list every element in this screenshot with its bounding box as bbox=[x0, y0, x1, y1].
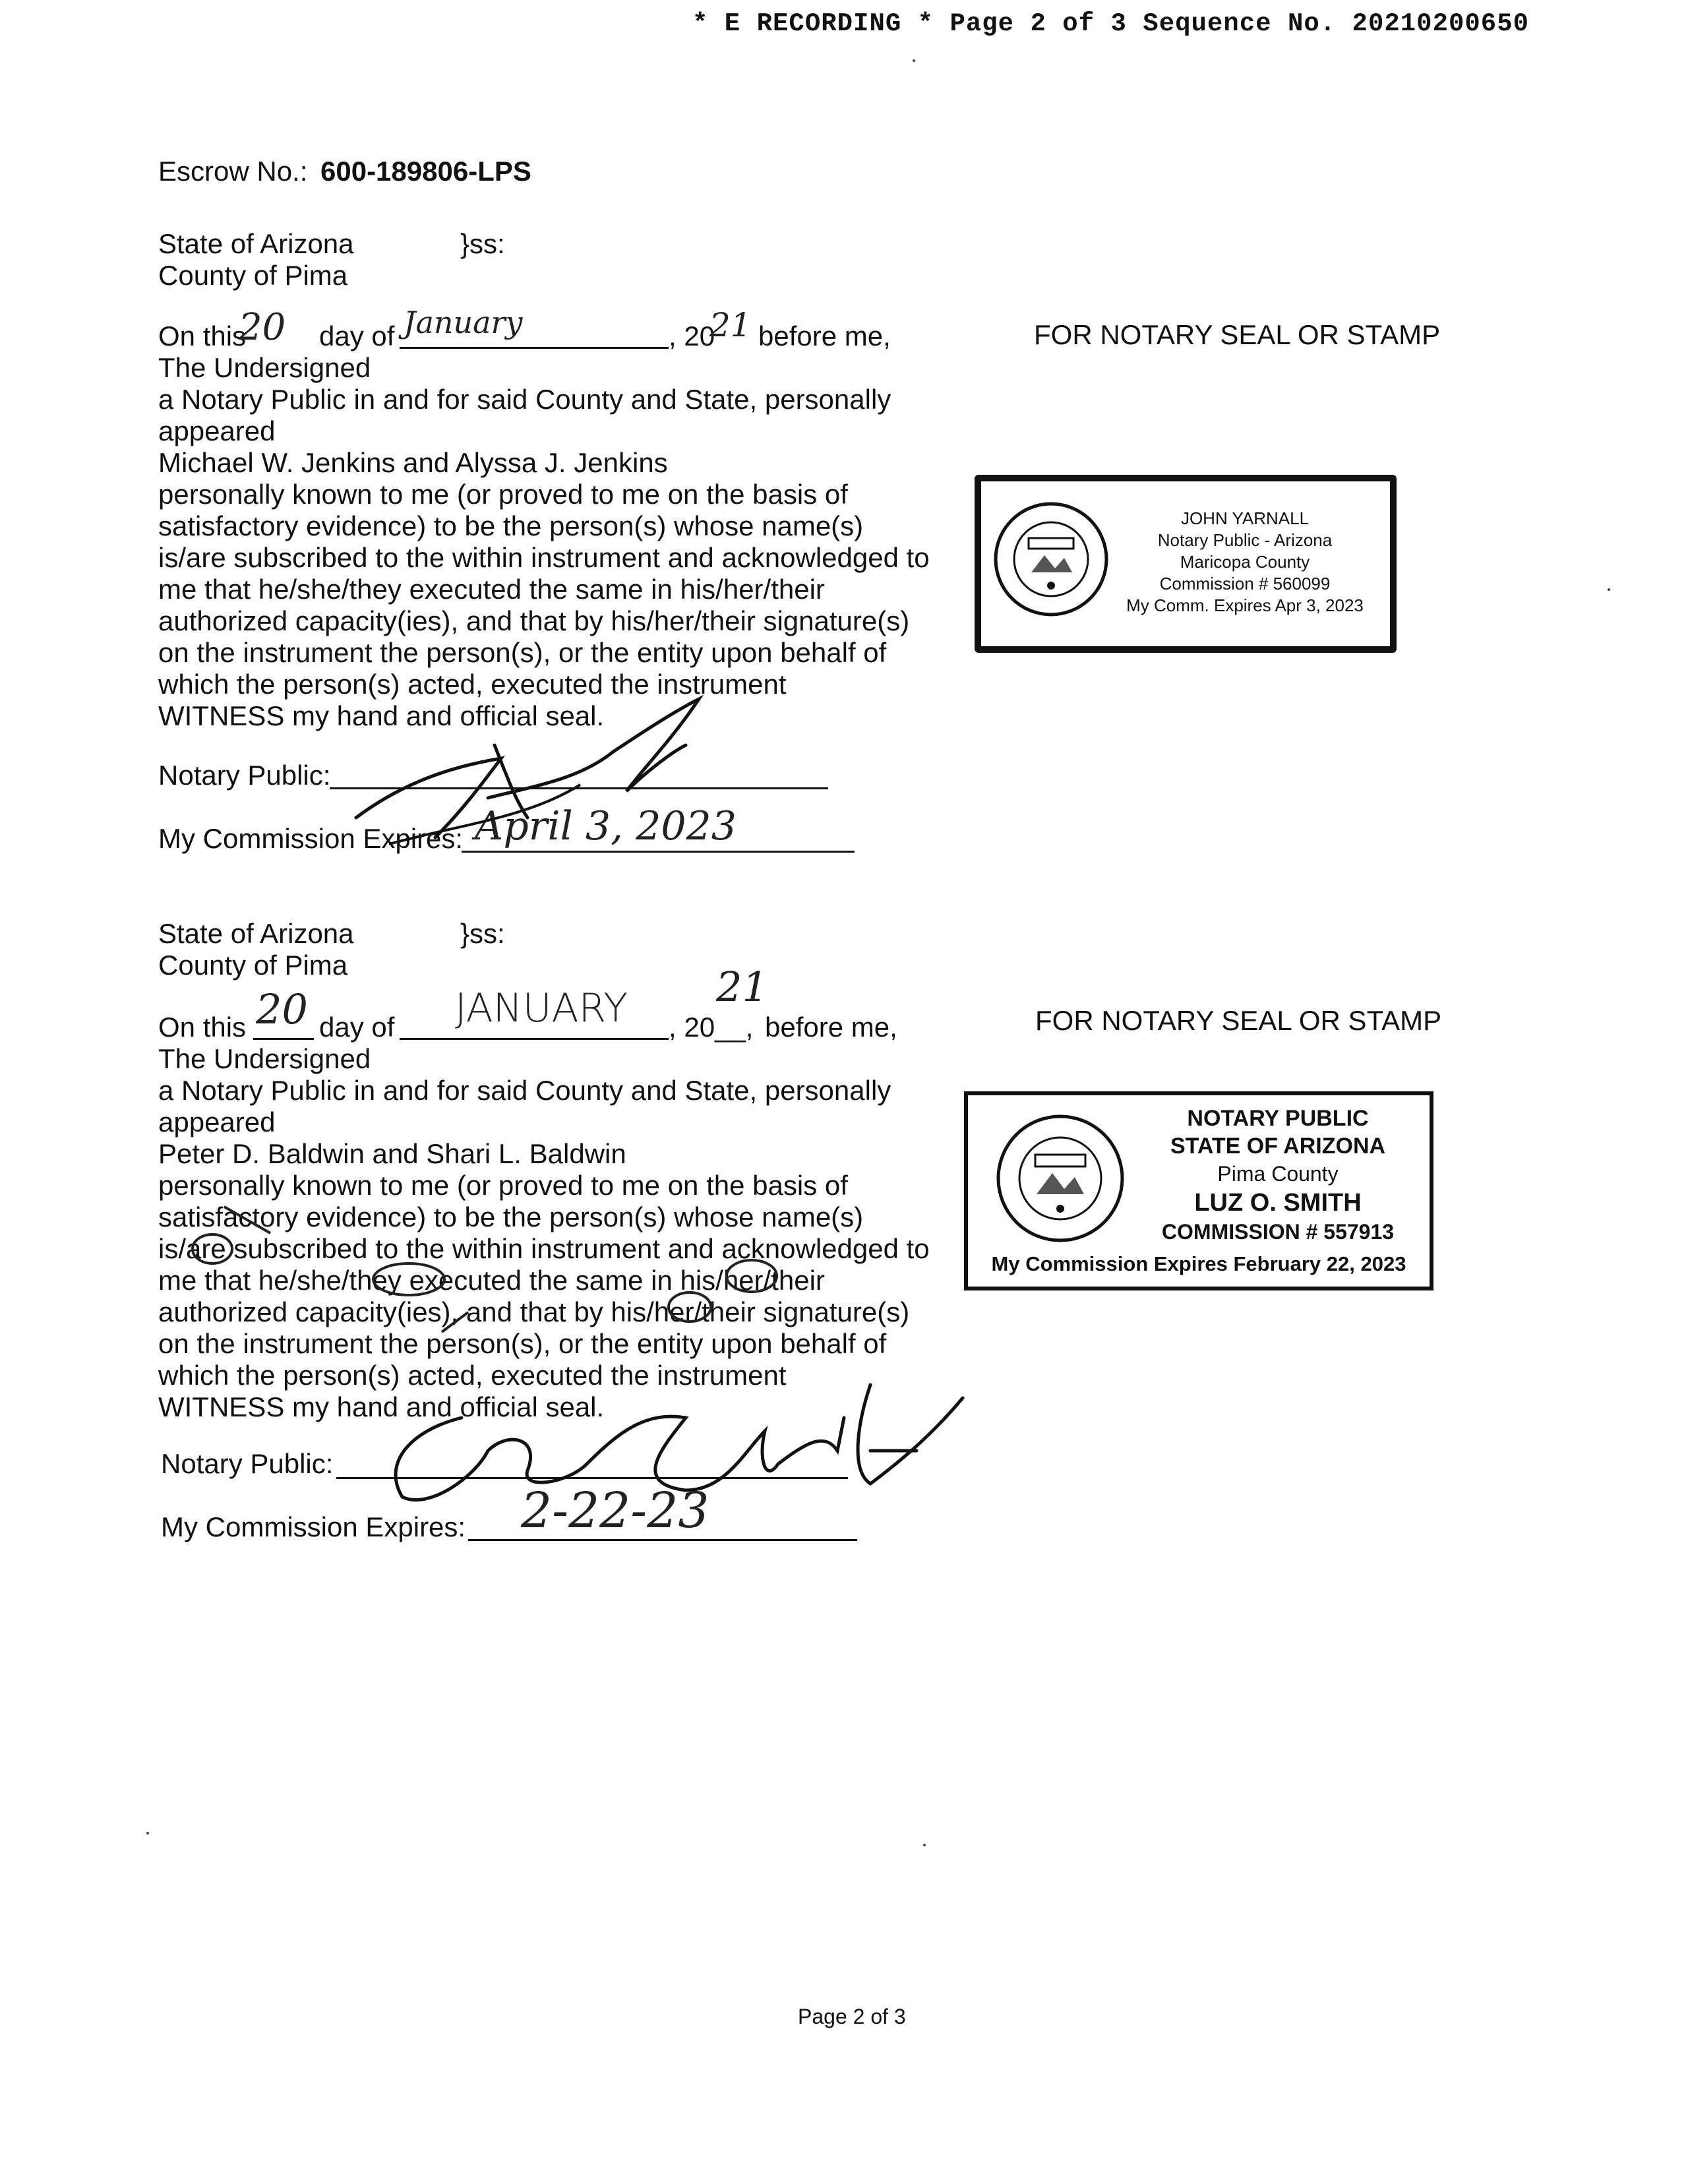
block1-year-prefix: , 20 bbox=[669, 320, 715, 351]
block1-names: Michael W. Jenkins and Alyssa J. Jenkins bbox=[158, 447, 668, 478]
block1-stamp-text bbox=[1113, 508, 1377, 617]
block1-before-me: before me, bbox=[758, 320, 891, 351]
block1-notary-signature bbox=[330, 686, 725, 857]
block1-body-line: authorized capacity(ies), and that by his/her/their signature(s) bbox=[158, 605, 910, 636]
block1-month-line bbox=[400, 347, 669, 349]
block2-notary-public-label: Notary Public: bbox=[161, 1448, 334, 1479]
block2-body-line: authorized capacity(ies), and that by his/her/their signature(s) bbox=[158, 1296, 910, 1327]
block2-on-this: On this bbox=[158, 1012, 247, 1043]
escrow-label: Escrow No.: bbox=[158, 156, 308, 187]
block2-notary-signature bbox=[369, 1372, 976, 1517]
recording-header: * E RECORDING * Page 2 of 3 Sequence No. 20210200650 bbox=[692, 9, 1529, 38]
stamp-line: Commission # 560099 bbox=[1159, 574, 1331, 593]
block1-ss: }ss: bbox=[460, 228, 505, 259]
block2-state: State of Arizona bbox=[158, 918, 354, 949]
block2-commission-line bbox=[468, 1539, 857, 1541]
block1-body-line: WITNESS my hand and official seal. bbox=[158, 700, 605, 731]
block1-day-of: day of bbox=[319, 320, 395, 351]
block1-commission-label: My Commission Expires: bbox=[158, 823, 464, 854]
block2-commission-label: My Commission Expires: bbox=[161, 1511, 466, 1542]
block2-county: County of Pima bbox=[158, 950, 348, 981]
scan-speck bbox=[146, 1832, 149, 1835]
block1-undersigned: The Undersigned bbox=[158, 352, 371, 383]
block2-circle-marks bbox=[158, 1187, 887, 1372]
block2-notary-stamp bbox=[964, 1091, 1433, 1290]
stamp-line: Pima County bbox=[1217, 1162, 1339, 1186]
block2-body-line: WITNESS my hand and official seal. bbox=[158, 1391, 605, 1422]
page-footer: Page 2 of 3 bbox=[798, 2005, 906, 2028]
block2-body-line: me that he/she/they executed the same in his/her/their bbox=[158, 1265, 825, 1296]
block2-undersigned: The Undersigned bbox=[158, 1043, 371, 1074]
block1-on-this: On this bbox=[158, 320, 247, 351]
block1-hand-month: January bbox=[404, 305, 523, 340]
block1-seal-label: FOR NOTARY SEAL OR STAMP bbox=[1034, 319, 1441, 350]
block2-hand-month: JANUARY bbox=[455, 985, 628, 1031]
scan-speck bbox=[913, 59, 915, 62]
block2-body-line: is/are subscribed to the within instrument and acknowledged to bbox=[158, 1233, 930, 1264]
stamp-line: My Comm. Expires Apr 3, 2023 bbox=[1126, 595, 1364, 615]
stamp-line: Maricopa County bbox=[1180, 552, 1310, 572]
block1-notary-public-label: Notary Public: bbox=[158, 760, 331, 791]
block2-day-line bbox=[253, 1038, 314, 1040]
stamp-line: COMMISSION # 557913 bbox=[1161, 1220, 1395, 1244]
block1-hand-year: 21 bbox=[709, 306, 752, 344]
block2-body-line: personally known to me (or proved to me on the basis of bbox=[158, 1170, 848, 1201]
block2-names: Peter D. Baldwin and Shari L. Baldwin bbox=[158, 1138, 626, 1169]
block1-body-line: satisfactory evidence) to be the person(s) whose name(s) bbox=[158, 510, 864, 541]
block1-county: County of Pima bbox=[158, 260, 348, 291]
block1-state: State of Arizona bbox=[158, 228, 354, 259]
block2-appeared: appeared bbox=[158, 1107, 276, 1138]
block1-body-line: is/are subscribed to the within instrument and acknowledged to bbox=[158, 542, 930, 573]
block2-hand-year: 21 bbox=[716, 963, 768, 1011]
stamp-line: Notary Public - Arizona bbox=[1157, 530, 1333, 550]
block2-body-line: on the instrument the person(s), or the entity upon behalf of bbox=[158, 1328, 887, 1359]
block2-ss: }ss: bbox=[460, 918, 505, 949]
block1-notary-line: a Notary Public in and for said County and State, personally bbox=[158, 384, 891, 415]
block2-body-line: which the person(s) acted, executed the instrument bbox=[158, 1360, 787, 1391]
stamp-line: STATE OF ARIZONA bbox=[1170, 1134, 1386, 1159]
escrow-number: 600-189806-LPS bbox=[320, 156, 531, 187]
block2-seal-label: FOR NOTARY SEAL OR STAMP bbox=[1035, 1005, 1442, 1036]
scan-speck bbox=[1608, 588, 1610, 591]
block1-body-line: personally known to me (or proved to me on the basis of bbox=[158, 479, 848, 510]
stamp-line: LUZ O. SMITH bbox=[1194, 1189, 1362, 1217]
block2-stamp-text bbox=[1133, 1105, 1423, 1246]
arizona-state-seal-icon bbox=[992, 500, 1110, 619]
stamp-line: JOHN YARNALL bbox=[1180, 508, 1310, 528]
block1-notary-stamp bbox=[975, 475, 1397, 653]
block2-hand-day: 20 bbox=[256, 985, 308, 1033]
stamp-expiration-line: My Commission Expires February 22, 2023 bbox=[991, 1252, 1406, 1275]
block1-appeared: appeared bbox=[158, 415, 276, 446]
block1-hand-expires: April 3, 2023 bbox=[475, 803, 737, 849]
block1-body-line: me that he/she/they executed the same in his/her/their bbox=[158, 574, 825, 605]
block1-body-line: which the person(s) acted, executed the instrument bbox=[158, 669, 787, 700]
block2-before-me: before me, bbox=[765, 1012, 897, 1043]
block2-day-of: day of bbox=[319, 1012, 395, 1043]
block2-month-line bbox=[400, 1038, 669, 1040]
stamp-line: NOTARY PUBLIC bbox=[1187, 1106, 1369, 1131]
block2-year-prefix: , 20__, bbox=[669, 1012, 754, 1043]
scan-speck bbox=[923, 1844, 926, 1846]
block2-notary-line: a Notary Public in and for said County and State, personally bbox=[158, 1075, 891, 1106]
block2-hand-expires: 2-22-23 bbox=[521, 1482, 709, 1539]
block2-body-line: satisfactory evidence) to be the person(s) whose name(s) bbox=[158, 1201, 864, 1232]
arizona-state-seal-icon bbox=[994, 1112, 1126, 1244]
block1-body-line: on the instrument the person(s), or the entity upon behalf of bbox=[158, 637, 887, 668]
block1-hand-day: 20 bbox=[239, 306, 286, 349]
